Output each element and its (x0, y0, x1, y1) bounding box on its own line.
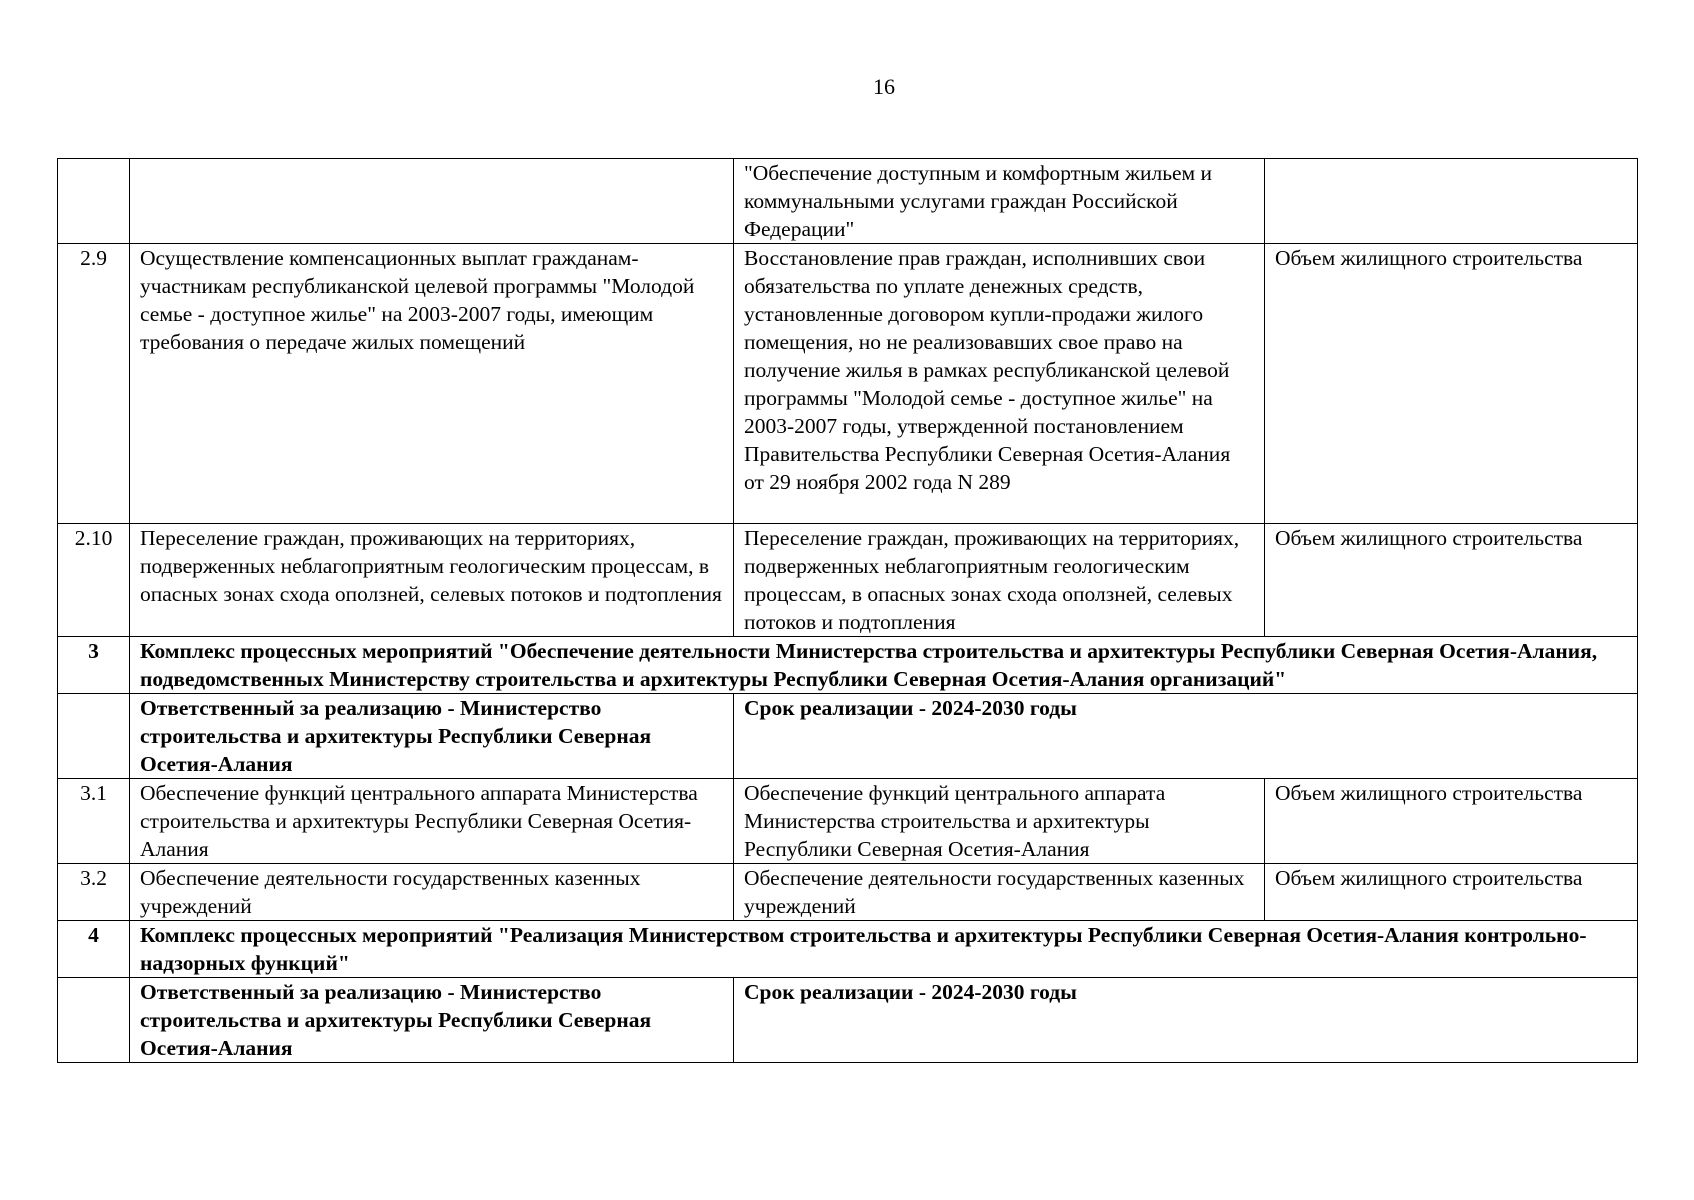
cell-effect: Переселение граждан, проживающих на территориях, подверженных неблагоприятным геологическим процессам, в опасных зонах схода оползней, селевых потоков и подтопления (734, 524, 1265, 637)
cell-effect: Восстановление прав граждан, исполнивших свои обязательства по уплате денежных средств, установленные договором купли-продажи жилого помещения, но не реализовавших свое право на получение жилья в рамках республиканской целевой программы "Молодой семье - доступное жилье" на 2003-2007 годы, утвержденной постановлением Правительства Республики Северная Осетия-Алания от 29 ноября 2002 года N 289 (734, 244, 1265, 524)
section-responsible-3 (58, 694, 1638, 779)
cell-num (58, 978, 130, 1063)
cell-effect: "Обеспечение доступным и комфортным жильем и коммунальными услугами граждан Российской Федерации" (734, 159, 1265, 244)
section-title: Комплекс процессных мероприятий "Реализация Министерством строительства и архитектуры Республики Северная Осетия-Алания контрольно-надзорных функций" (130, 921, 1638, 978)
cell-effect: Обеспечение функций центрального аппарата Министерства строительства и архитектуры Республики Северная Осетия-Алания (734, 779, 1265, 864)
table-row-3-2 (58, 864, 1638, 921)
cell-task: Обеспечение функций центрального аппарата Министерства строительства и архитектуры Республики Северная Осетия-Алания (130, 779, 734, 864)
section-num: 4 (58, 921, 130, 978)
cell-effect: Обеспечение деятельности государственных казенных учреждений (734, 864, 1265, 921)
cell-indicator (1265, 159, 1638, 244)
cell-indicator: Объем жилищного строительства (1265, 244, 1638, 524)
cell-indicator: Объем жилищного строительства (1265, 779, 1638, 864)
cell-task: Обеспечение деятельности государственных казенных учреждений (130, 864, 734, 921)
term-cell: Срок реализации - 2024-2030 годы (734, 694, 1638, 779)
section-num: 3 (58, 637, 130, 694)
section-header-4 (58, 921, 1638, 978)
cell-num: 3.2 (58, 864, 130, 921)
cell-num: 2.9 (58, 244, 130, 524)
cell-indicator: Объем жилищного строительства (1265, 864, 1638, 921)
table-row-continuation (58, 159, 1638, 244)
term-cell: Срок реализации - 2024-2030 годы (734, 978, 1638, 1063)
cell-task: Осуществление компенсационных выплат гражданам-участникам республиканской целевой программы "Молодой семье - доступное жилье" на 2003-2007 годы, имеющим требования о передаче жилых помещений (130, 244, 734, 524)
section-header-3 (58, 637, 1638, 694)
cell-num (58, 694, 130, 779)
cell-num: 2.10 (58, 524, 130, 637)
section-title: Комплекс процессных мероприятий "Обеспечение деятельности Министерства строительства и архитектуры Республики Северная Осетия-Алания, подведомственных Министерству строительства и архитектуры Республики Северная Осетия-Алания организаций" (130, 637, 1638, 694)
page-number: 16 (873, 74, 895, 99)
cell-task (130, 159, 734, 244)
responsible-cell: Ответственный за реализацию - Министерство строительства и архитектуры Республики Северная Осетия-Алания (130, 694, 734, 779)
measures-table (57, 158, 1638, 1063)
cell-num (58, 159, 130, 244)
cell-indicator: Объем жилищного строительства (1265, 524, 1638, 637)
table-row-2-9 (58, 244, 1638, 524)
cell-task: Переселение граждан, проживающих на территориях, подверженных неблагоприятным геологическим процессам, в опасных зонах схода оползней, селевых потоков и подтопления (130, 524, 734, 637)
table-row-2-10 (58, 524, 1638, 637)
table-row-3-1 (58, 779, 1638, 864)
responsible-cell: Ответственный за реализацию - Министерство строительства и архитектуры Республики Северная Осетия-Алания (130, 978, 734, 1063)
cell-num: 3.1 (58, 779, 130, 864)
section-responsible-4 (58, 978, 1638, 1063)
